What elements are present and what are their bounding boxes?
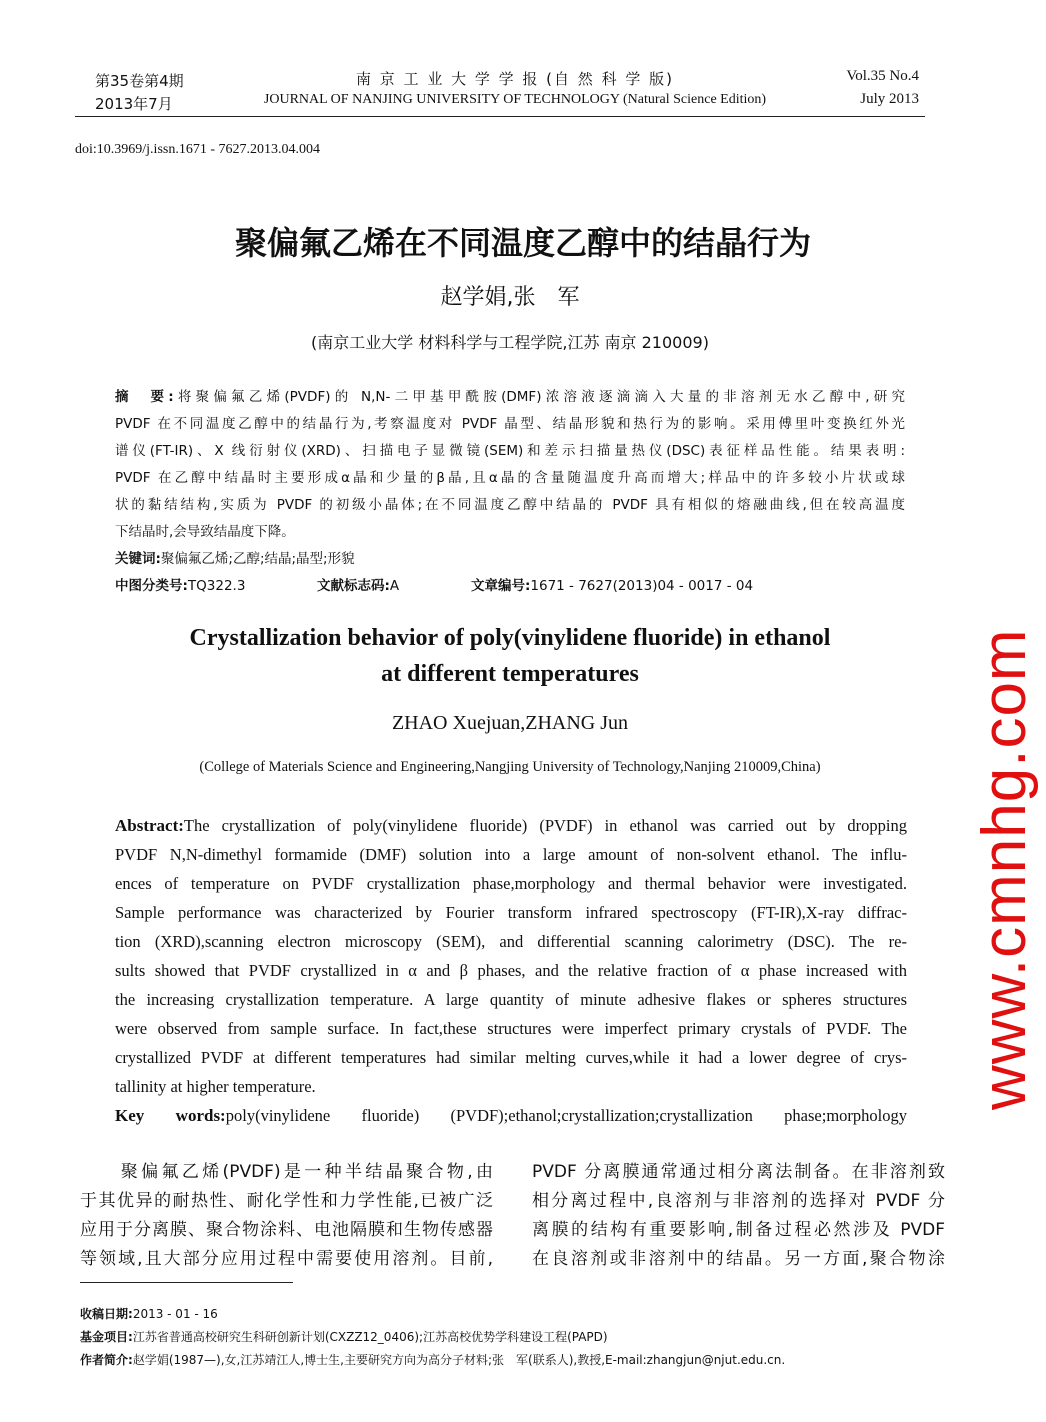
- date-en: July 2013: [860, 91, 919, 107]
- text-line: crystallized PVDF at different temperatures had similar melting curves,while it had a lower degree of crys-: [115, 1048, 907, 1067]
- text-line: 下结晶时,会导致结晶度下降。: [115, 524, 295, 540]
- affiliation-cn: (南京工业大学 材料科学与工程学院,江苏 南京 210009): [311, 333, 709, 352]
- text-line: Sample performance was characterized by Fourier transform infrared spectroscopy (FT-IR),X-ray diffrac-: [115, 903, 907, 922]
- text-line: 相分离过程中,良溶剂与非溶剂的选择对 PVDF 分: [532, 1191, 945, 1211]
- abstract-en-label: Abstract:: [115, 816, 184, 835]
- text-line: 状的黏结结构,实质为 PVDF 的初级小晶体;在不同温度乙醇中结晶的 PVDF 具有相似的熔融曲线,但在较高温度: [115, 497, 905, 513]
- journal-cn: 南 京 工 业 大 学 学 报 (自 然 科 学 版): [356, 70, 674, 88]
- keywords-cn-value: 聚偏氟乙烯;乙醇;结晶;晶型;形貌: [160, 551, 355, 567]
- volume-cn: 第35卷第4期: [95, 72, 184, 90]
- text-line: 应用于分离膜、聚合物涂料、电池隔膜和生物传感器: [80, 1220, 493, 1240]
- footnote-label: 作者简介:: [80, 1353, 133, 1367]
- keywords-en-value: poly(vinylidene fluoride) (PVDF);ethanol;crystallization;crystallization phase;morphology: [225, 1106, 907, 1125]
- text-line: tallinity at higher temperature.: [115, 1077, 316, 1096]
- authors-en: ZHAO Xuejuan,ZHANG Jun: [391, 712, 629, 734]
- text-line: PVDF 在乙醇中结晶时主要形成α晶和少量的β晶,且α晶的含量随温度升高而增大;样品中的许多较小片状或球: [115, 470, 905, 486]
- text-line: 谱仪(FT-IR)、X 线衍射仪(XRD)、扫描电子显微镜(SEM)和差示扫描量热仪(DSC)表征样品性能。结果表明:: [115, 443, 905, 459]
- text-line: ences of temperature on PVDF crystallization phase,morphology and thermal behavior were investigated.: [115, 874, 907, 893]
- text-line: the increasing crystallization temperature. A large quantity of minute adhesive flakes or spheres structures: [115, 990, 907, 1009]
- authors-cn: 赵学娟,张 军: [440, 285, 580, 310]
- abstract-cn: [115, 384, 905, 600]
- clc-value: TQ322.3: [187, 578, 246, 594]
- text-line: 离膜的结构有重要影响,制备过程必然涉及 PVDF: [532, 1220, 945, 1240]
- text-line: sults showed that PVDF crystallized in α and β phases, and the relative fraction of α phase increased with: [115, 961, 907, 980]
- text-line: 于其优异的耐热性、耐化学性和力学性能,已被广泛: [80, 1191, 493, 1211]
- article-no-label: 文章编号:: [471, 578, 531, 594]
- clc-label: 中图分类号:: [115, 578, 188, 594]
- doc-code-label: 文献标志码:: [317, 578, 390, 594]
- date-cn: 2013年7月: [95, 95, 173, 113]
- funding: 江苏省普通高校研究生科研创新计划(CXZZ12_0406);江苏高校优势学科建设工程(PAPD): [132, 1330, 608, 1344]
- text-line: were observed from sample surface. In fact,these structures were imperfect primary crystals of PVDF. The: [115, 1019, 907, 1038]
- watermark: www.cmnhg.com: [970, 628, 1039, 1110]
- article-no-value: 1671 - 7627(2013)04 - 0017 - 04: [530, 578, 754, 594]
- text-line: 聚偏氟乙烯(PVDF)是一种半结晶聚合物,由: [80, 1162, 493, 1182]
- text-line: tion (XRD),scanning electron microscopy (SEM), and differential scanning calorimetry (DSC). The re-: [115, 932, 907, 951]
- text-line: The crystallization of poly(vinylidene fluoride) (PVDF) in ethanol was carried out by dropping: [183, 816, 907, 835]
- body-right-column: [532, 1158, 945, 1274]
- keywords-cn: [115, 546, 905, 573]
- affiliation-en: (College of Materials Science and Engineering,Nangjing University of Technology,Nanjing 210009,China): [199, 759, 821, 775]
- keywords-cn-label: 关键词:: [115, 551, 161, 567]
- classification: [115, 573, 905, 600]
- body-left-column: [80, 1158, 493, 1274]
- received-date: 2013 - 01 - 16: [132, 1307, 218, 1321]
- title-en-line2: at different temperatures: [381, 661, 639, 687]
- title-en-line1: Crystallization behavior of poly(vinylidene fluoride) in ethanol: [189, 625, 831, 651]
- volume-en: Vol.35 No.4: [846, 68, 919, 84]
- footnote-label: 基金项目:: [80, 1330, 133, 1344]
- text-line: 在良溶剂或非溶剂中的结晶。另一方面,聚合物涂: [532, 1249, 945, 1269]
- footnote-label: 收稿日期:: [80, 1307, 133, 1321]
- abstract-cn-label: 摘 要:: [115, 389, 174, 405]
- footnotes: [80, 1303, 785, 1372]
- abstract-en: [115, 811, 907, 1130]
- doc-code-value: A: [389, 578, 400, 594]
- header-rule: [75, 116, 925, 117]
- journal-en: JOURNAL OF NANJING UNIVERSITY OF TECHNOLOGY (Natural Science Edition): [263, 92, 767, 107]
- text-line: PVDF N,N-dimethyl formamide (DMF) solution into a large amount of non-solvent ethanol. The influ-: [115, 845, 907, 864]
- text-line: 等领域,且大部分应用过程中需要使用溶剂。目前,: [80, 1249, 493, 1269]
- title-cn: 聚偏氟乙烯在不同温度乙醇中的结晶行为: [234, 224, 811, 262]
- text-line: PVDF 分离膜通常通过相分离法制备。在非溶剂致: [532, 1162, 945, 1182]
- text-line: 将聚偏氟乙烯(PVDF)的 N,N-二甲基甲酰胺(DMF)浓溶液逐滴滴入大量的非溶剂无水乙醇中,研究: [173, 389, 905, 405]
- keywords-en: [115, 1101, 907, 1130]
- keywords-en-label: Key words:: [115, 1106, 226, 1125]
- footnote-rule: [80, 1282, 293, 1283]
- doi: doi:10.3969/j.issn.1671 - 7627.2013.04.004: [75, 142, 321, 157]
- author-bio: 赵学娟(1987—),女,江苏靖江人,博士生,主要研究方向为高分子材料;张 军(联系人),教授,E-mail:zhangjun@njut.edu.cn.: [132, 1353, 786, 1367]
- text-line: PVDF 在不同温度乙醇中的结晶行为,考察温度对 PVDF 晶型、结晶形貌和热行为的影响。采用傅里叶变换红外光: [115, 416, 905, 432]
